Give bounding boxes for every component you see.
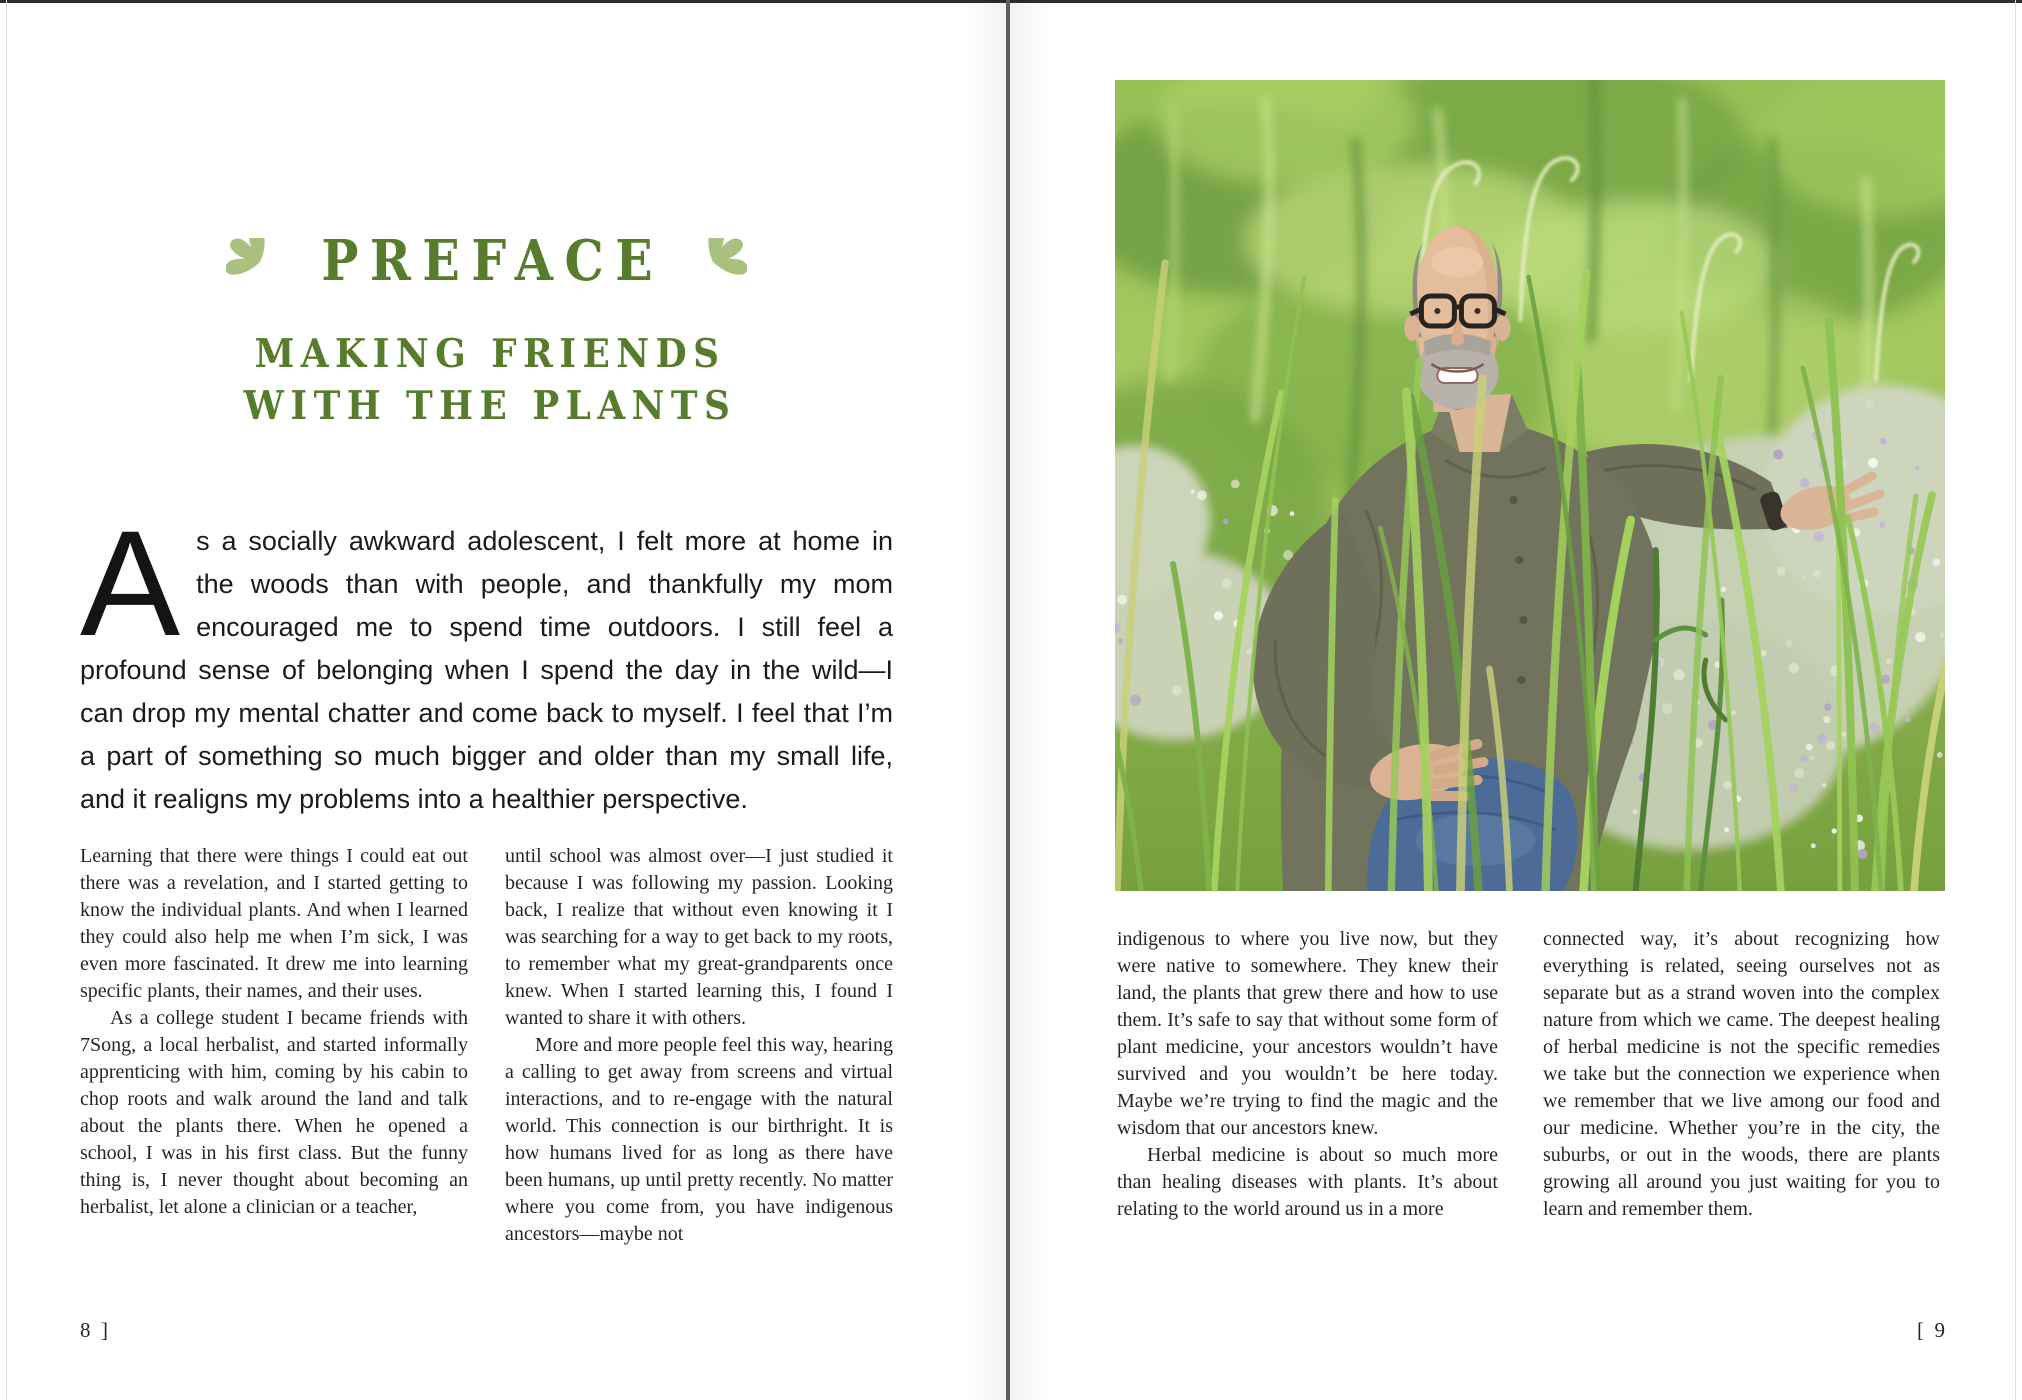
chapter-title: PREFACE xyxy=(321,228,665,294)
book-spine-line xyxy=(1006,0,1010,1400)
page-number-left: 8 ] xyxy=(80,1318,108,1342)
chapter-heading xyxy=(80,228,893,432)
left-page-edge xyxy=(6,0,7,1400)
gutter-shading-left xyxy=(962,0,1006,1400)
right-page-column-1 xyxy=(1117,926,1498,1223)
body-paragraph: Learning that there were things I could eat out there was a revelation, and I started getting to know the individual plants. And when I learned they could also help me when I’m sick, I was even more fascinated. It drew me into learning specific plants, their names, and their uses. xyxy=(80,845,468,1002)
page-number-right: [ 9 xyxy=(1917,1318,1945,1342)
left-page-column-2 xyxy=(505,843,893,1248)
right-page-column-2 xyxy=(1543,926,1940,1223)
leaf-ornament-icon xyxy=(226,238,268,284)
body-paragraph: More and more people feel this way, hearing a calling to get away from screens and virtual interactions, and to re-engage with the natural world. This connection is our birthright. It is how humans lived for as long as there have been humans, up until pretty recently. No matter where you come from, you have indigenous ancestors—maybe not xyxy=(505,1034,893,1245)
chapter-subtitle-line1: MAKING FRIENDS xyxy=(254,331,726,377)
left-page-column-1 xyxy=(80,843,468,1221)
gutter-shading-right xyxy=(1010,0,1054,1400)
body-paragraph: indigenous to where you live now, but they were native to somewhere. They knew their land, the plants that grew there and how to use them. It’s safe to say that without some form of plant medicine, your ancestors wouldn’t have survived and you wouldn’t be here today. Maybe we’re trying to find the magic and the wisdom that our ancestors knew. xyxy=(1117,928,1498,1139)
lead-paragraph xyxy=(80,499,893,821)
lead-text: s a socially awkward adolescent, I felt more at home in the woods than with people, and thankfully my mom encouraged me to spend time outdoors. I still feel a profound sense of belonging when I spend the day in the wild—I can drop my mental chatter and come back to myself. I feel that I’m a part of something so much bigger and older than my small life, and it realigns my problems into a healthier perspective. xyxy=(80,526,893,814)
body-paragraph: As a college student I became friends with 7Song, a local herbalist, and started informally apprenticing with him, coming by his cabin to chop roots and walk around the land and talk about the plants there. When he opened a school, I was in his first class. But the funny thing is, I never thought about becoming an herbalist, let alone a clinician or a teacher, xyxy=(80,1007,468,1218)
right-page-edge xyxy=(2015,0,2016,1400)
top-edge-rule xyxy=(0,0,2022,3)
chapter-subtitle-line2: WITH THE PLANTS xyxy=(243,383,737,429)
body-paragraph: until school was almost over—I just studied it because I was following my passion. Looking back, I realize that without even knowing it I was searching for a way to get back to my roots, to remember what my great-grandparents once knew. When I started learning this, I found I wanted to share it with others. xyxy=(505,845,893,1029)
meadow-photo xyxy=(1115,80,1945,891)
leaf-ornament-icon xyxy=(705,238,747,284)
body-paragraph: Herbal medicine is about so much more than healing diseases with plants. It’s about relating to the world around us in a more xyxy=(1117,1144,1498,1220)
body-paragraph: connected way, it’s about recognizing how everything is related, seeing ourselves not as separate but as a strand woven into the complex nature from which we came. The deepest healing of herbal medicine is not the specific remedies we take but the connection we experience when we remember that we live among our food and our medicine. Whether you’re in the city, the suburbs, or out in the woods, there are plants growing all around you just waiting for you to learn and remember them. xyxy=(1543,928,1940,1220)
drop-cap: A xyxy=(80,499,181,667)
man-in-meadow-illustration xyxy=(1115,80,1945,891)
chapter-subtitle xyxy=(113,328,867,432)
